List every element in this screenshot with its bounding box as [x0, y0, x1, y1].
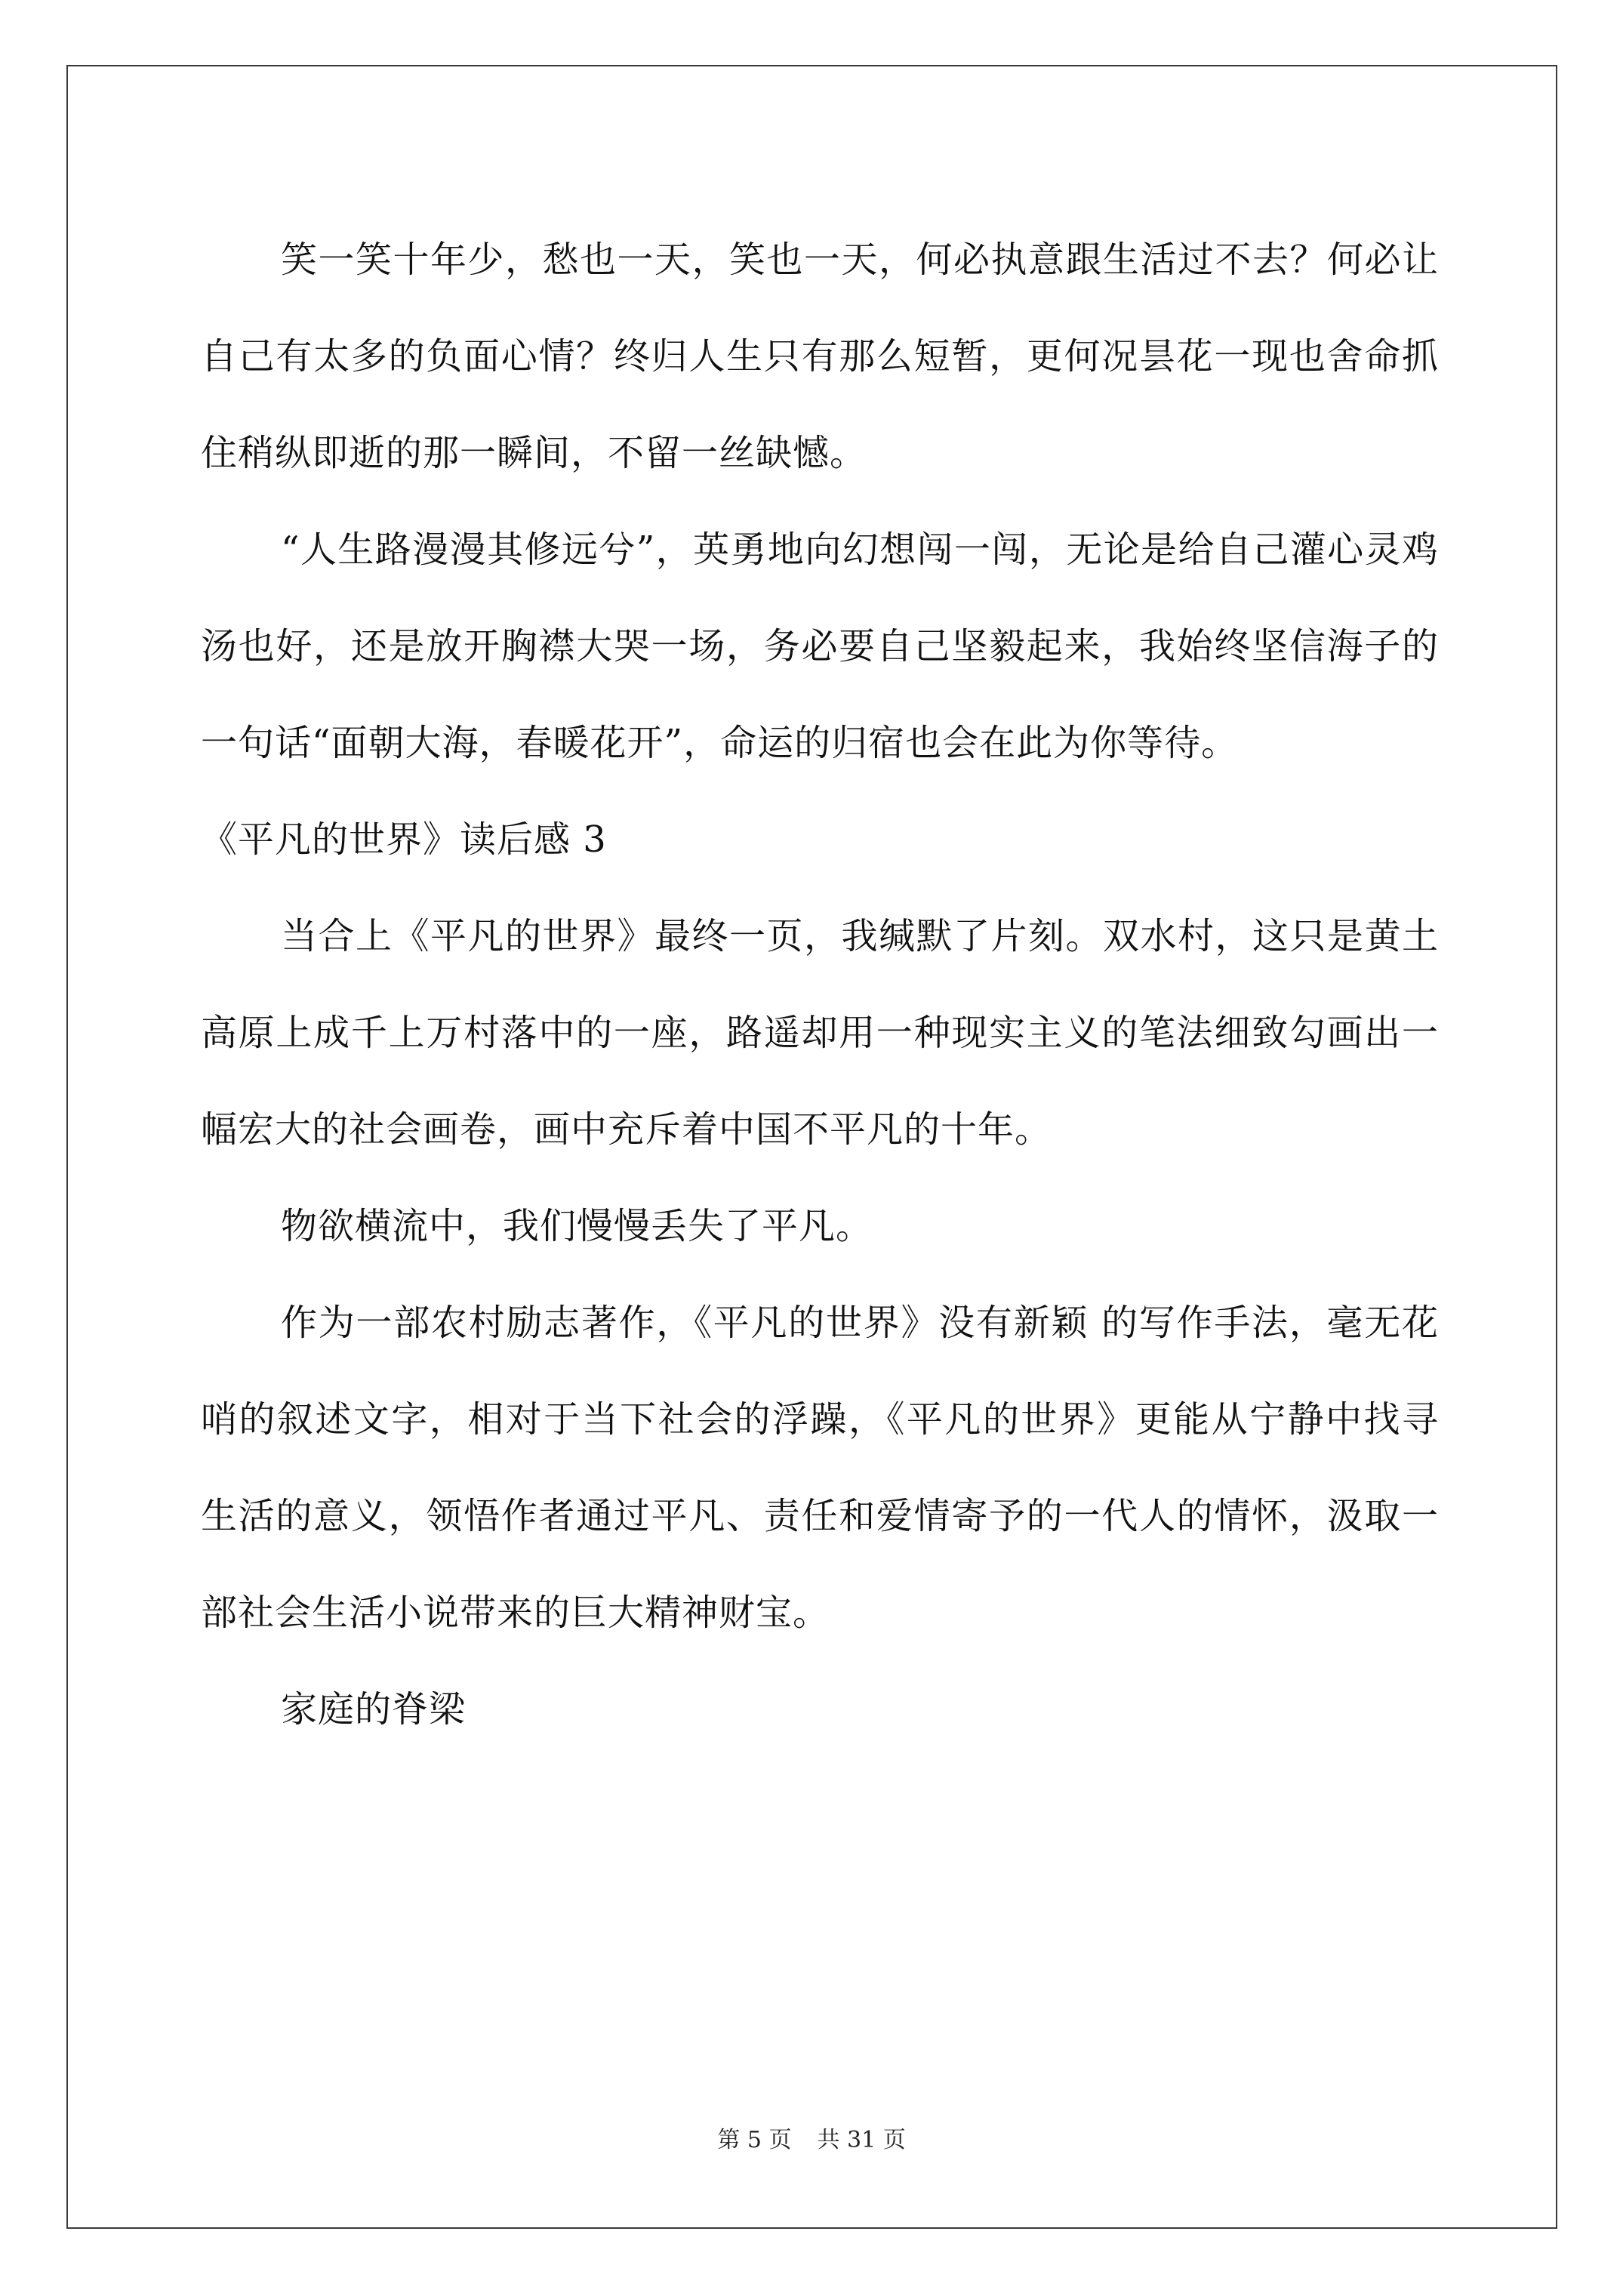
paragraph-5: 作为一部农村励志著作，《平凡的世界》没有新颖 的写作手法，毫无花哨的叙述文字，相对于当下社会的浮躁，《平凡的世界》更能从宁静中找寻生活的意义，领悟作者通过平凡、责任和爱情寄予的一代人的情怀，汲取一部社会生活小说带来的巨大精神财宝。: [201, 1302, 1439, 1634]
paragraph-1: 笑一笑十年少，愁也一天，笑也一天，何必执意跟生活过不去？何必让自己有太多的负面心情？终归人生只有那么短暂，更何况昙花一现也舍命抓住稍纵即逝的那一瞬间，不留一丝缺憾。: [201, 239, 1439, 474]
page-number: 第 5 页: [717, 2127, 792, 2153]
paragraph-3: 当合上《平凡的世界》最终一页，我缄默了片刻。双水村，这只是黄土高原上成千上万村落中的一座，路遥却用一种现实主义的笔法细致勾画出一幅宏大的社会画卷，画中充斥着中国不平凡的十年。: [201, 915, 1439, 1151]
document-body: [201, 211, 1439, 1758]
page-total: 共 31 页: [817, 2127, 906, 2153]
paragraph-2: “人生路漫漫其修远兮”，英勇地向幻想闯一闯，无论是给自己灌心灵鸡汤也好，还是放开胸襟大哭一场，务必要自己坚毅起来，我始终坚信海子的一句话“面朝大海，春暖花开”，命运的归宿也会在此为你等待。: [201, 529, 1439, 764]
paragraph-6: 家庭的脊梁: [281, 1688, 467, 1730]
section-heading: 《平凡的世界》读后感 3: [201, 818, 607, 861]
page-footer: [0, 2125, 1623, 2156]
paragraph-4: 物欲横流中，我们慢慢丢失了平凡。: [281, 1205, 873, 1247]
